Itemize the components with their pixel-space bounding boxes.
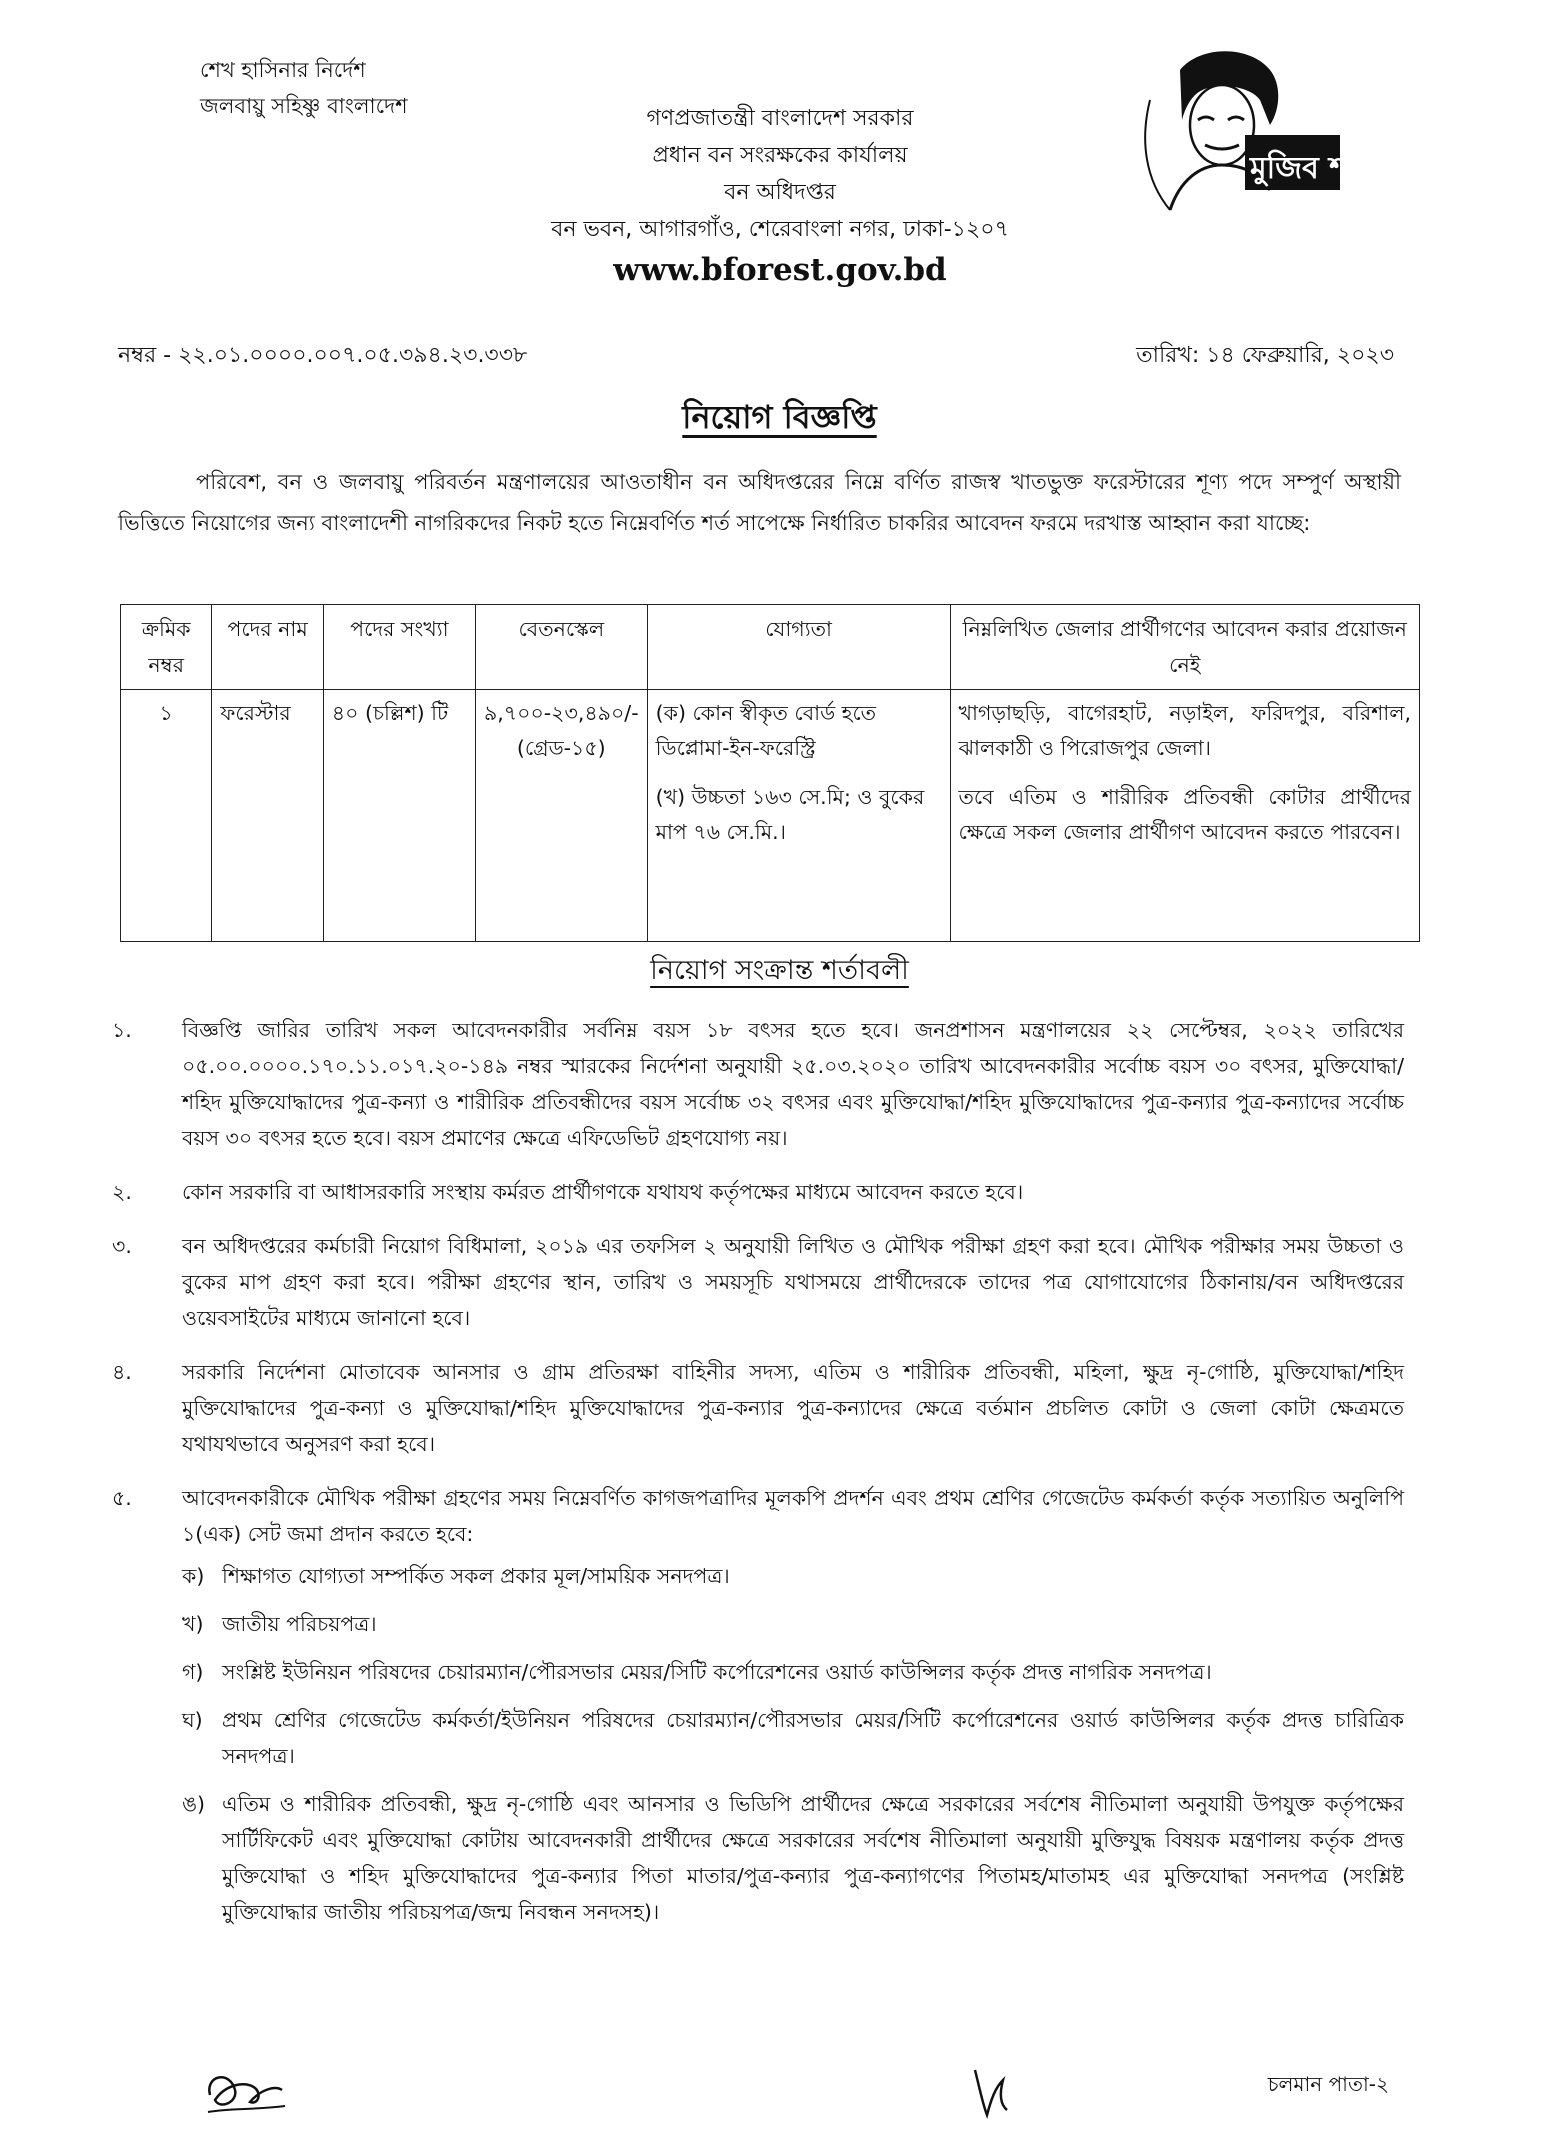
memo-row (118, 338, 1394, 375)
continued-page-note: চলমান পাতা-২ (1267, 2072, 1389, 2096)
slogan-line-2: জলবায়ু সহিষ্ণু বাংলাদেশ (200, 94, 408, 118)
header-excluded-districts: নিম্নলিখিত জেলার প্রার্থীগণের আবেদন করার প্রয়োজন নেই (950, 605, 1419, 690)
signature-initial-left (200, 2060, 290, 2120)
office-header (380, 100, 1180, 288)
condition-text: বিজ্ঞপ্তি জারির তারিখ সকল আবেদনকারীর সর্বনিম্ন বয়স ১৮ বৎসর হতে হবে। জনপ্রশাসন মন্ত্রণালয়ের ২২ সেপ্টেম্বর, ২০২২ তারিখের ০৫.০০.০০০০.১৭০.১১.০১৭.২০-১৪৯ নম্বর স্মারকের নির্দেশনা অনুযায়ী ২৫.০৩.২০২০ তারিখ আবেদনকারীর সর্বোচ্চ বয়স ৩০ বৎসর, মুক্তিযোদ্ধা/শহিদ মুক্তিযোদ্ধাদের পুত্র-কন্যা ও শারীরিক প্রতিবন্ধীদের বয়স সর্বোচ্চ ৩২ বৎসর এবং মুক্তিযোদ্ধা/শহিদ মুক্তিযোদ্ধাদের পুত্র-কন্যার পুত্র-কন্যাদের সর্বোচ্চ বয়স ৩০ বৎসর হতে হবে। বয়স প্রমাণের ক্ষেত্রে এফিডেভিট গ্রহণযোগ্য নয়। (182, 1018, 1404, 1150)
subitem-number: গ) (182, 1660, 204, 1684)
cell-serial: ১ (121, 690, 212, 942)
posts-table (120, 604, 1420, 942)
excluded-districts: খাগড়াছড়ি, বাগেরহাট, নড়াইল, ফরিদপুর, বরিশাল, ঝালকাঠী ও পিরোজপুর জেলা। (958, 701, 1411, 760)
header-government: গণপ্রজাতন্ত্রী বাংলাদেশ সরকার (646, 106, 914, 131)
list-item (112, 1606, 1404, 1642)
header-scale: বেতনস্কেল (475, 605, 647, 690)
subitem-number: ঘ) (182, 1708, 203, 1732)
header-address: বন ভবন, আগারগাঁও, শেরেবাংলা নগর, ঢাকা-১২০৭ (551, 217, 1009, 242)
condition-text: কোন সরকারি বা আধাসরকারি সংস্থায় কর্মরত প্রার্থীগণকে যথাযথ কর্তৃপক্ষের মাধ্যমে আবেদন করতে হবে। (182, 1180, 1024, 1204)
subitem-number: ক) (182, 1564, 205, 1588)
scale-grade: (গ্রেড-১৫) (516, 736, 606, 760)
subitem-text: সংশ্লিষ্ট ইউনিয়ন পরিষদের চেয়ারম্যান/পৌরসভার মেয়র/সিটি কর্পোরেশনের ওয়ার্ড কাউন্সিলর কর্তৃক প্রদত্ত নাগরিক সনদপত্র। (222, 1660, 1212, 1684)
cell-scale (475, 690, 647, 942)
qualification-b: (খ) উচ্চতা ১৬৩ সে.মি; ও বুকের মাপ ৭৬ সে.মি.। (655, 785, 925, 844)
header-count: পদের সংখ্যা (323, 605, 475, 690)
signature-initial-right (965, 2060, 1015, 2120)
slogan (200, 52, 408, 124)
condition-number: ১. (112, 1018, 132, 1042)
subitem-text: এতিম ও শারীরিক প্রতিবন্ধী, ক্ষুদ্র নৃ-গোষ্ঠি এবং আনসার ও ভিডিপি প্রার্থীদের ক্ষেত্রে সরকারের সর্বশেষ নীতিমালা অনুযায়ী উপযুক্ত কর্তৃপক্ষের সার্টিফিকেট এবং মুক্তিযোদ্ধা কোটায় আবেদনকারী প্রার্থীদের ক্ষেত্রে সরকারের সর্বশেষ নীতিমালা অনুযায়ী মুক্তিযুদ্ধ বিষয়ক মন্ত্রণালয় কর্তৃক প্রদত্ত মুক্তিযোদ্ধা ও শহিদ মুক্তিযোদ্ধাদের পুত্র-কন্যার পিতা মাতার/পুত্র-কন্যার পুত্র-কন্যাগণের পিতামহ/মাতামহ এর মুক্তিযোদ্ধা সনদপত্র (সংশ্লিষ্ট মুক্তিযোদ্ধার জাতীয় পরিচয়পত্র/জন্ম নিবন্ধন সনদসহ)। (222, 1792, 1404, 1924)
list-item (112, 1702, 1404, 1774)
document-sublist (112, 1558, 1404, 1930)
subitem-number: খ) (182, 1612, 204, 1636)
website-link[interactable]: www.bforest.gov.bd (613, 252, 947, 288)
qualification-a: (ক) কোন স্বীকৃত বোর্ড হতে ডিপ্লোমা-ইন-ফরেস্ট্রি (655, 701, 877, 760)
list-item (112, 1012, 1404, 1156)
condition-text: আবেদনকারীকে মৌখিক পরীক্ষা গ্রহণের সময় নিম্নেবর্ণিত কাগজপত্রাদির মূলকপি প্রদর্শন এবং প্রথম শ্রেণির গেজেটেড কর্মকর্তা কর্তৃক সত্যায়িত অনুলিপি ১(এক) সেট জমা প্রদান করতে হবে: (182, 1486, 1404, 1546)
header-post: পদের নাম (212, 605, 323, 690)
memo-number: নম্বর - ২২.০১.০০০০.০০৭.০৫.৩৯৪.২৩.৩৩৮ (118, 343, 528, 368)
logo-text: মুজিব শতবর্ষ (1250, 151, 1403, 186)
subitem-number: ঙ) (182, 1792, 206, 1816)
list-item (112, 1174, 1404, 1210)
cell-excluded-districts (950, 690, 1419, 942)
subitem-text: জাতীয় পরিচয়পত্র। (222, 1612, 377, 1636)
header-serial: ক্রমিক নম্বর (121, 605, 212, 690)
list-item (112, 1558, 1404, 1594)
memo-date: তারিখ: ১৪ ফেব্রুয়ারি, ২০২৩ (1136, 343, 1394, 368)
conditions-list (112, 1012, 1404, 1942)
condition-text: বন অধিদপ্তরের কর্মচারী নিয়োগ বিধিমালা, ২০১৯ এর তফসিল ২ অনুযায়ী লিখিত ও মৌখিক পরীক্ষা গ্রহণ করা হবে। মৌখিক পরীক্ষার সময় উচ্চতা ও বুকের মাপ গ্রহণ করা হবে। পরীক্ষা গ্রহণের স্থান, তারিখ ও সময়সূচি যথাসময়ে প্রার্থীদেরকে তাদের পত্র যোগাযোগের ঠিকানায়/বন অধিদপ্তরের ওয়েবসাইটের মাধ্যমে জানানো হবে। (182, 1234, 1404, 1330)
list-item (112, 1480, 1404, 1552)
conditions-title-text: নিয়োগ সংক্রান্ত শর্তাবলী (650, 955, 909, 986)
list-item (112, 1654, 1404, 1690)
list-item (112, 1786, 1404, 1930)
subitem-text: শিক্ষাগত যোগ্যতা সম্পর্কিত সকল প্রকার মূল/সাময়িক সনদপত্র। (222, 1564, 730, 1588)
slogan-line-1: শেখ হাসিনার নির্দেশ (200, 58, 366, 82)
list-item (112, 1354, 1404, 1462)
condition-number: ২. (112, 1180, 132, 1204)
condition-number: ৪. (112, 1360, 132, 1384)
table-header-row (121, 605, 1420, 690)
list-item (112, 1228, 1404, 1336)
cell-count: ৪০ (চল্লিশ) টি (323, 690, 475, 942)
table-row (121, 690, 1420, 942)
quota-exception-note: তবে এতিম ও শারীরিক প্রতিবন্ধী কোটার প্রার্থীদের ক্ষেত্রে সকল জেলার প্রার্থীগণ আবেদন করতে পারবেন। (958, 785, 1411, 844)
intro-paragraph: পরিবেশ, বন ও জলবায়ু পরিবর্তন মন্ত্রণালয়ের আওতাধীন বন অধিদপ্তরের নিম্নে বর্ণিত রাজস্ব খাতভুক্ত ফরেস্টারের শূণ্য পদে সম্পুর্ণ অস্থায়ী ভিত্তিতে নিয়োগের জন্য বাংলাদেশী নাগরিকদের নিকট হতে নিম্নেবর্ণিত শর্ত সাপেক্ষে নির্ধারিত চাকরির আবেদন ফরমে দরখাস্ত আহ্বান করা যাচ্ছে: (118, 470, 1401, 535)
notice-title-text: নিয়োগ বিজ্ঞপ্তি (682, 398, 877, 436)
condition-text: সরকারি নির্দেশনা মোতাবেক আনসার ও গ্রাম প্রতিরক্ষা বাহিনীর সদস্য, এতিম ও শারীরিক প্রতিবন্ধী, মহিলা, ক্ষুদ্র নৃ-গোষ্ঠি, মুক্তিযোদ্ধা/শহিদ মুক্তিযোদ্ধাদের পুত্র-কন্যা ও মুক্তিযোদ্ধা/শহিদ মুক্তিযোদ্ধাদের পুত্র-কন্যার পুত্র-কন্যাদের ক্ষেত্রে বর্তমান প্রচলিত কোটা ও জেলা কোটা ক্ষেত্রমতে যথাযথভাবে অনুসরণ করা হবে। (182, 1360, 1404, 1456)
header-department: বন অধিদপ্তর (724, 180, 836, 205)
cell-post: ফরেস্টার (212, 690, 323, 942)
header-office: প্রধান বন সংরক্ষকের কার্যালয় (652, 143, 908, 168)
scale-amount: ৯,৭০০-২৩,৪৯০/- (483, 701, 639, 725)
condition-number: ৩. (112, 1234, 132, 1258)
notice-title (0, 392, 1559, 446)
cell-qualification (647, 690, 950, 942)
subitem-text: প্রথম শ্রেণির গেজেটেড কর্মকর্তা/ইউনিয়ন পরিষদের চেয়ারম্যান/পৌরসভার মেয়র/সিটি কর্পোরেশনের ওয়ার্ড কাউন্সিলর কর্তৃক প্রদত্ত চারিত্রিক সনদপত্র। (222, 1708, 1404, 1768)
condition-number: ৫. (112, 1486, 132, 1510)
header-qualification: যোগ্যতা (647, 605, 950, 690)
conditions-title (0, 950, 1559, 995)
